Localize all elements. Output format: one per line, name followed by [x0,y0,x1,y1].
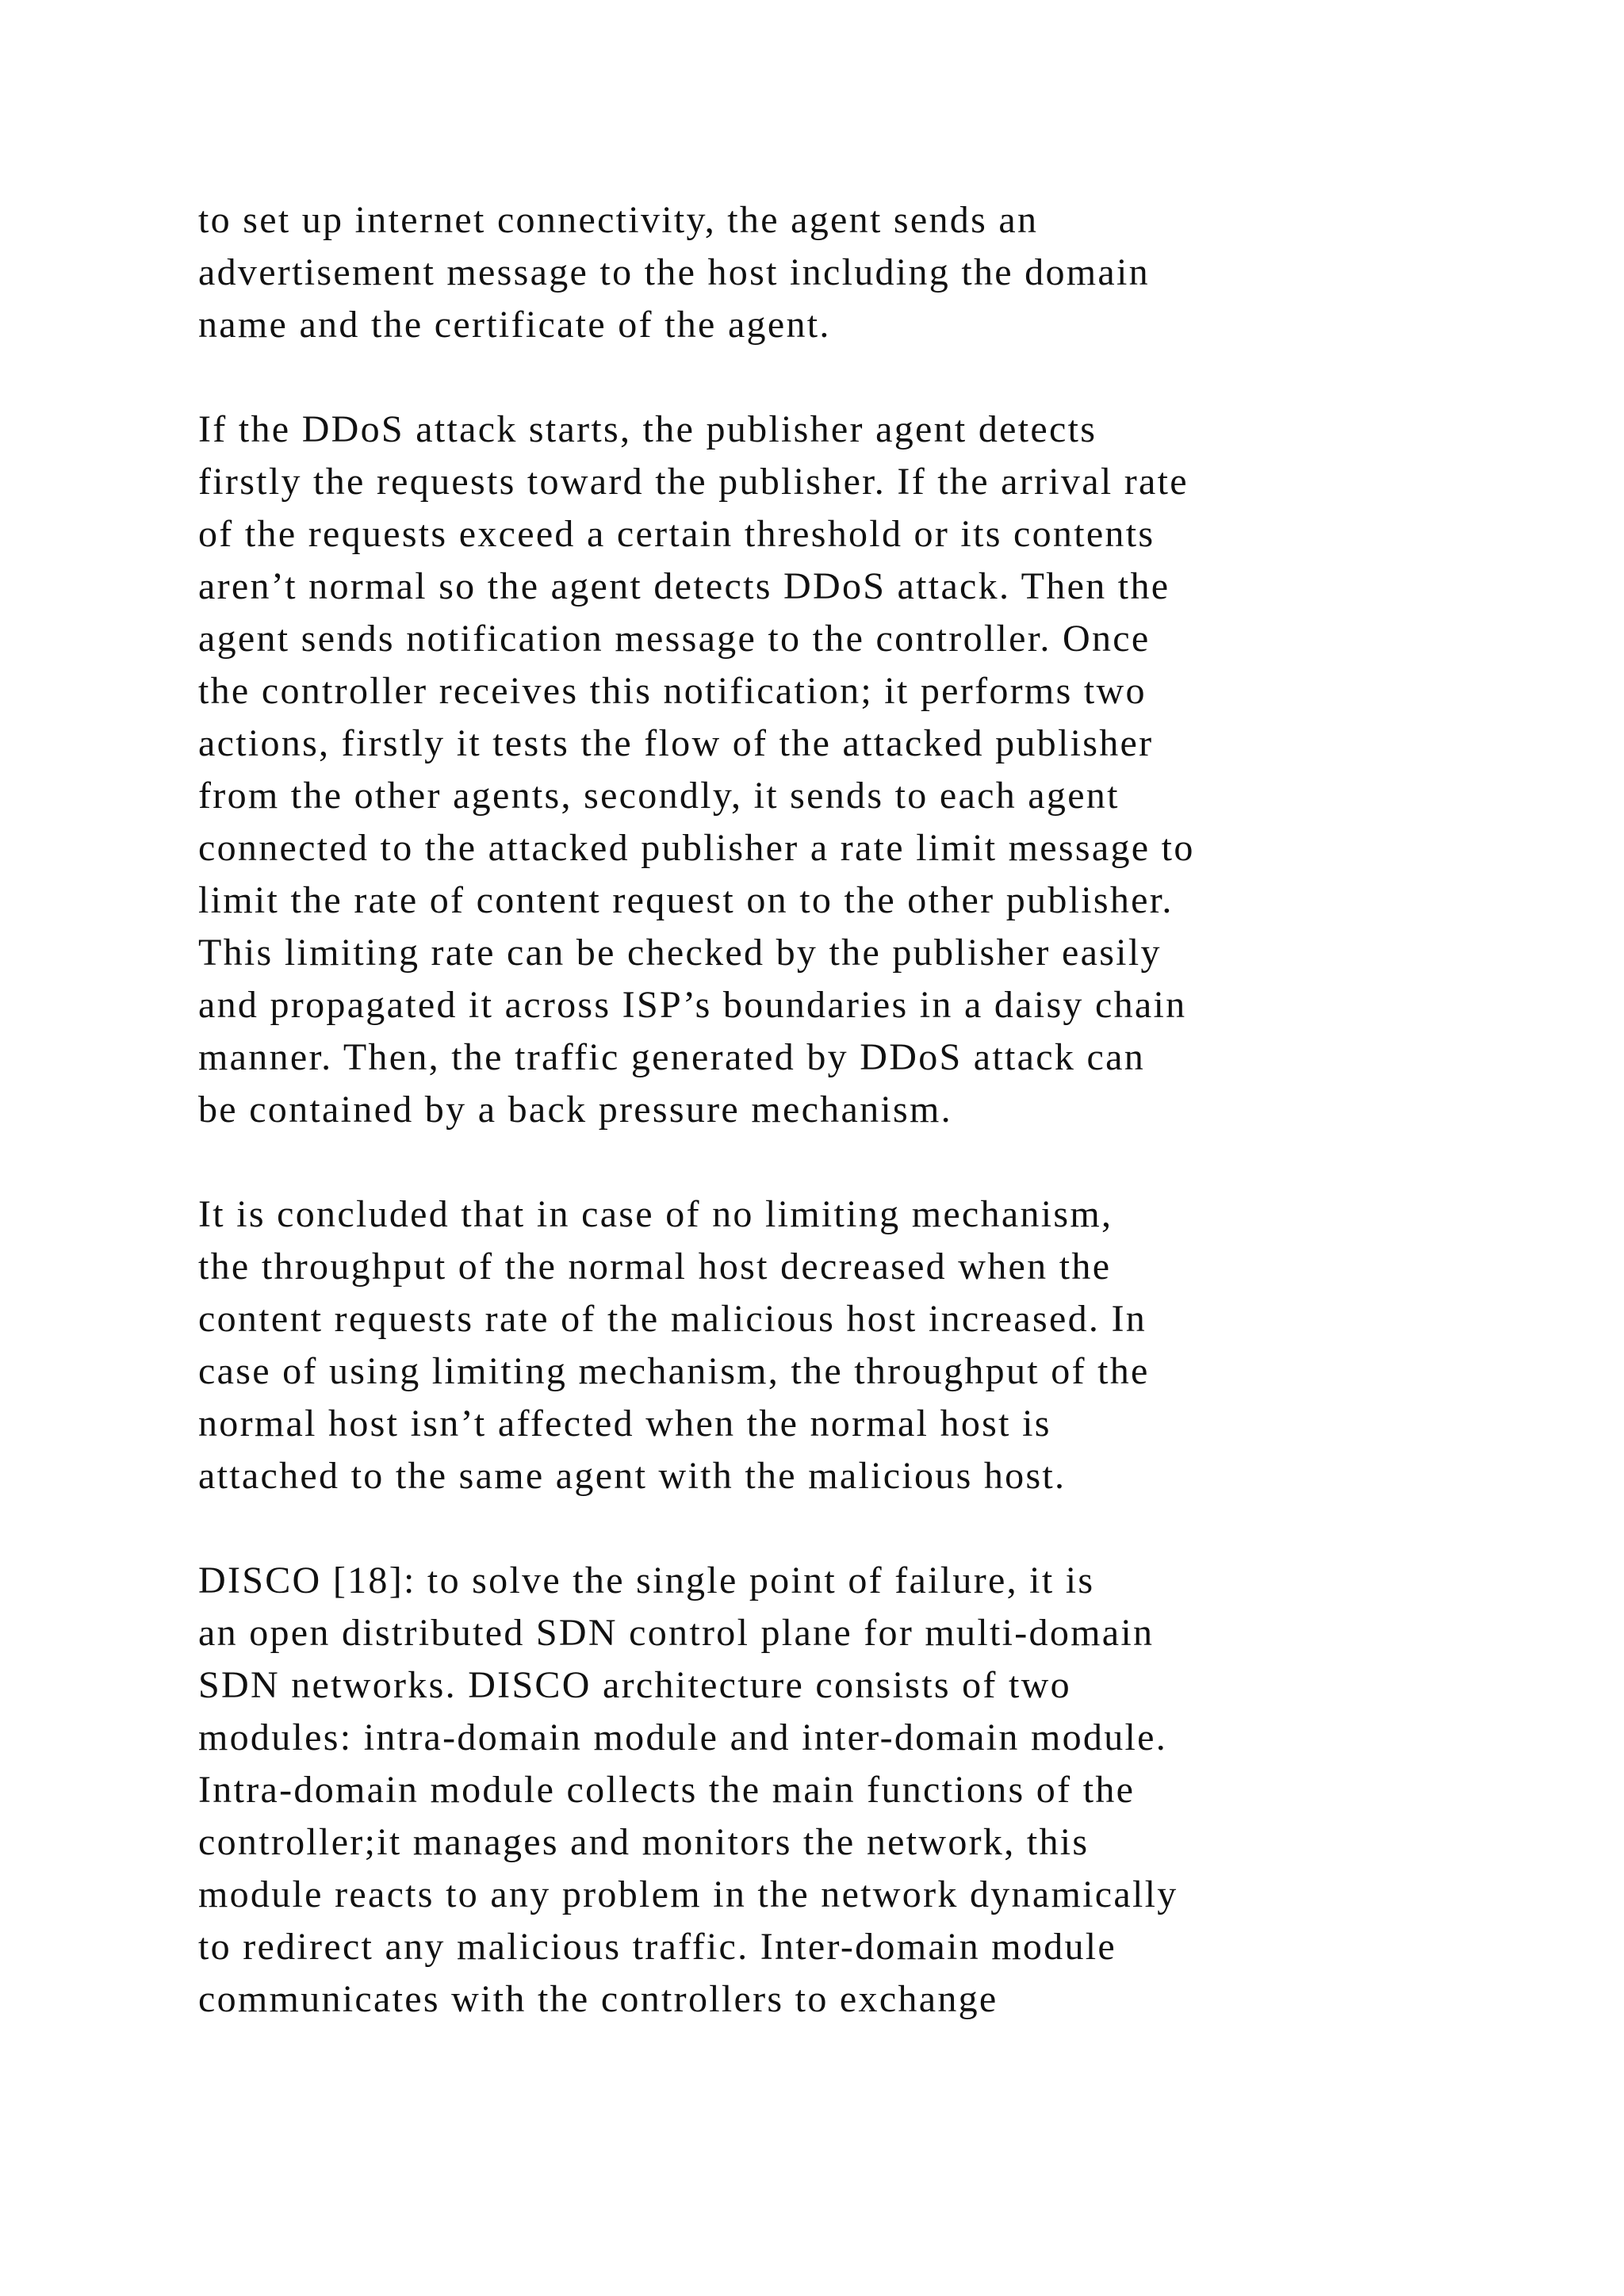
text-line: firstly the requests toward the publisher. If the arrival rate [198,461,1189,503]
text-line: and propagated it across ISP’s boundaries in a daisy chain [198,984,1187,1026]
text-line: SDN networks. DISCO architecture consists of two [198,1664,1071,1706]
text-line: case of using limiting mechanism, the throughput of the [198,1350,1150,1392]
text-line: controller;it manages and monitors the network, this [198,1821,1090,1863]
text-line: of the requests exceed a certain threshold or its contents [198,513,1155,555]
text-line: manner. Then, the traffic generated by DDoS attack can [198,1036,1146,1078]
text-line: agent sends notification message to the controller. Once [198,618,1151,660]
text-line: communicates with the controllers to exchange [198,1978,998,2020]
text-line: aren’t normal so the agent detects DDoS attack. Then the [198,565,1170,607]
text-line: actions, firstly it tests the flow of the attacked publisher [198,722,1154,764]
text-line: connected to the attacked publisher a rate limit message to [198,827,1195,869]
text-line: modules: intra-domain module and inter-domain module. [198,1716,1168,1758]
text-line: attached to the same agent with the malicious host. [198,1455,1067,1497]
text-line: name and the certificate of the agent. [198,304,831,346]
text-line: be contained by a back pressure mechanism. [198,1089,952,1131]
paragraph [198,1188,1546,1502]
text-line: normal host isn’t affected when the normal host is [198,1402,1051,1445]
text-line: to redirect any malicious traffic. Inter-domain module [198,1926,1116,1968]
paragraph [198,1555,1546,2026]
text-line: an open distributed SDN control plane for multi-domain [198,1612,1155,1654]
text-line: the throughput of the normal host decreased when the [198,1246,1112,1288]
text-line: from the other agents, secondly, it sends to each agent [198,775,1120,817]
paragraph [198,194,1546,351]
text-line: If the DDoS attack starts, the publisher agent detects [198,408,1097,450]
text-line: Intra-domain module collects the main functions of the [198,1769,1136,1811]
paragraph [198,404,1546,1136]
text-line: DISCO [18]: to solve the single point of failure, it is [198,1559,1095,1601]
body-text [198,194,1546,2026]
text-line: It is concluded that in case of no limiting mechanism, [198,1193,1113,1235]
text-line: module reacts to any problem in the network dynamically [198,1873,1178,1915]
text-line: advertisement message to the host including the domain [198,251,1150,293]
text-line: limit the rate of content request on to the other publisher. [198,879,1174,921]
text-line: to set up internet connectivity, the agent sends an [198,199,1039,241]
text-line: This limiting rate can be checked by the publisher easily [198,932,1162,974]
text-line: the controller receives this notification; it performs two [198,670,1147,712]
text-line: content requests rate of the malicious host increased. In [198,1298,1147,1340]
